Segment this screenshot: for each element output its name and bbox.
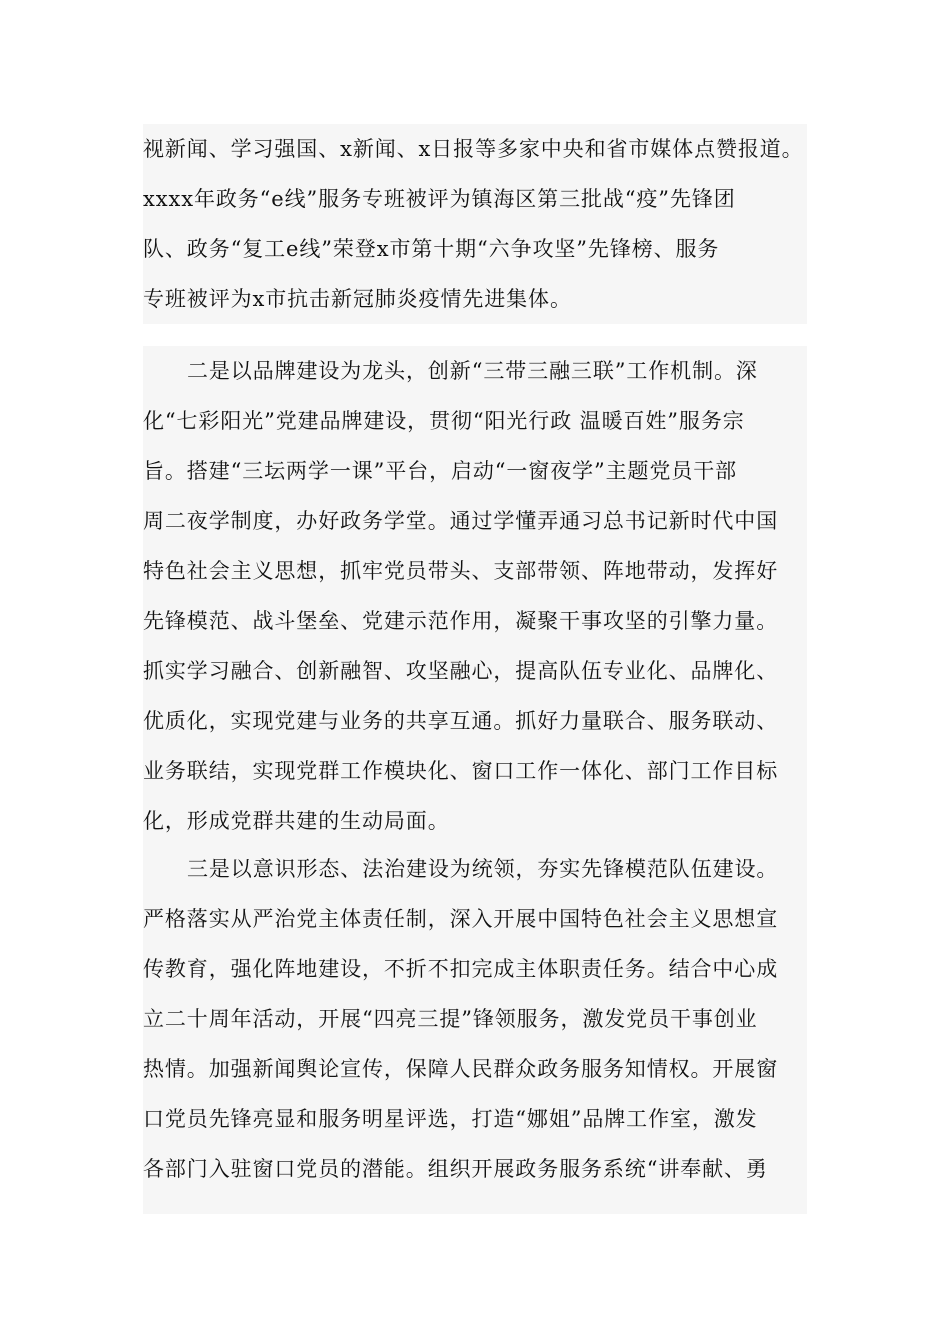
text-line: 化，形成党群共建的生动局面。 <box>143 809 450 833</box>
text-line: xxxx年政务“e线”服务专班被评为镇海区第三批战“疫”先锋团 <box>143 187 736 211</box>
text-line: 严格落实从严治党主体责任制，深入开展中国特色社会主义思想宣 <box>143 907 779 931</box>
text-line: 立二十周年活动，开展“四亮三提”锋领服务，激发党员干事创业 <box>143 1007 758 1031</box>
text-line: 视新闻、学习强国、x新闻、x日报等多家中央和省市媒体点赞报道。 <box>143 137 804 161</box>
text-line: 周二夜学制度，办好政务学堂。通过学懂弄通习总书记新时代中国 <box>143 509 779 533</box>
text-line: 口党员先锋亮显和服务明星评选，打造“娜姐”品牌工作室，激发 <box>143 1107 758 1131</box>
paragraph-awards <box>143 124 807 324</box>
text-line: 化“七彩阳光”党建品牌建设，贯彻“阳光行政 温暖百姓”服务宗 <box>143 409 745 433</box>
text-line: 抓实学习融合、创新融智、攻坚融心，提高队伍专业化、品牌化、 <box>143 659 779 683</box>
text-line: 二是以品牌建设为龙头，创新“三带三融三联”工作机制。深 <box>187 359 758 383</box>
text-line: 队、政务“复工e线”荣登x市第十期“六争攻坚”先锋榜、服务 <box>143 237 720 261</box>
text-line: 专班被评为x市抗击新冠肺炎疫情先进集体。 <box>143 287 572 311</box>
text-line: 特色社会主义思想，抓牢党员带头、支部带领、阵地带动，发挥好 <box>143 559 779 583</box>
text-line: 三是以意识形态、法治建设为统领，夯实先锋模范队伍建设。 <box>187 857 779 881</box>
text-line: 业务联结，实现党群工作模块化、窗口工作一体化、部门工作目标 <box>143 759 779 783</box>
text-line: 优质化，实现党建与业务的共享互通。抓好力量联合、服务联动、 <box>143 709 779 733</box>
paragraph-ideology-rule-of-law <box>143 844 807 1214</box>
text-line: 先锋模范、战斗堡垒、党建示范作用，凝聚干事攻坚的引擎力量。 <box>143 609 779 633</box>
paragraph-brand-building <box>143 346 807 846</box>
text-line: 各部门入驻窗口党员的潜能。组织开展政务服务系统“讲奉献、勇 <box>143 1157 768 1181</box>
text-line: 旨。搭建“三坛两学一课”平台，启动“一窗夜学”主题党员干部 <box>143 459 738 483</box>
text-line: 传教育，强化阵地建设，不折不扣完成主体职责任务。结合中心成 <box>143 957 779 981</box>
text-line: 热情。加强新闻舆论宣传，保障人民群众政务服务知情权。开展窗 <box>143 1057 779 1081</box>
